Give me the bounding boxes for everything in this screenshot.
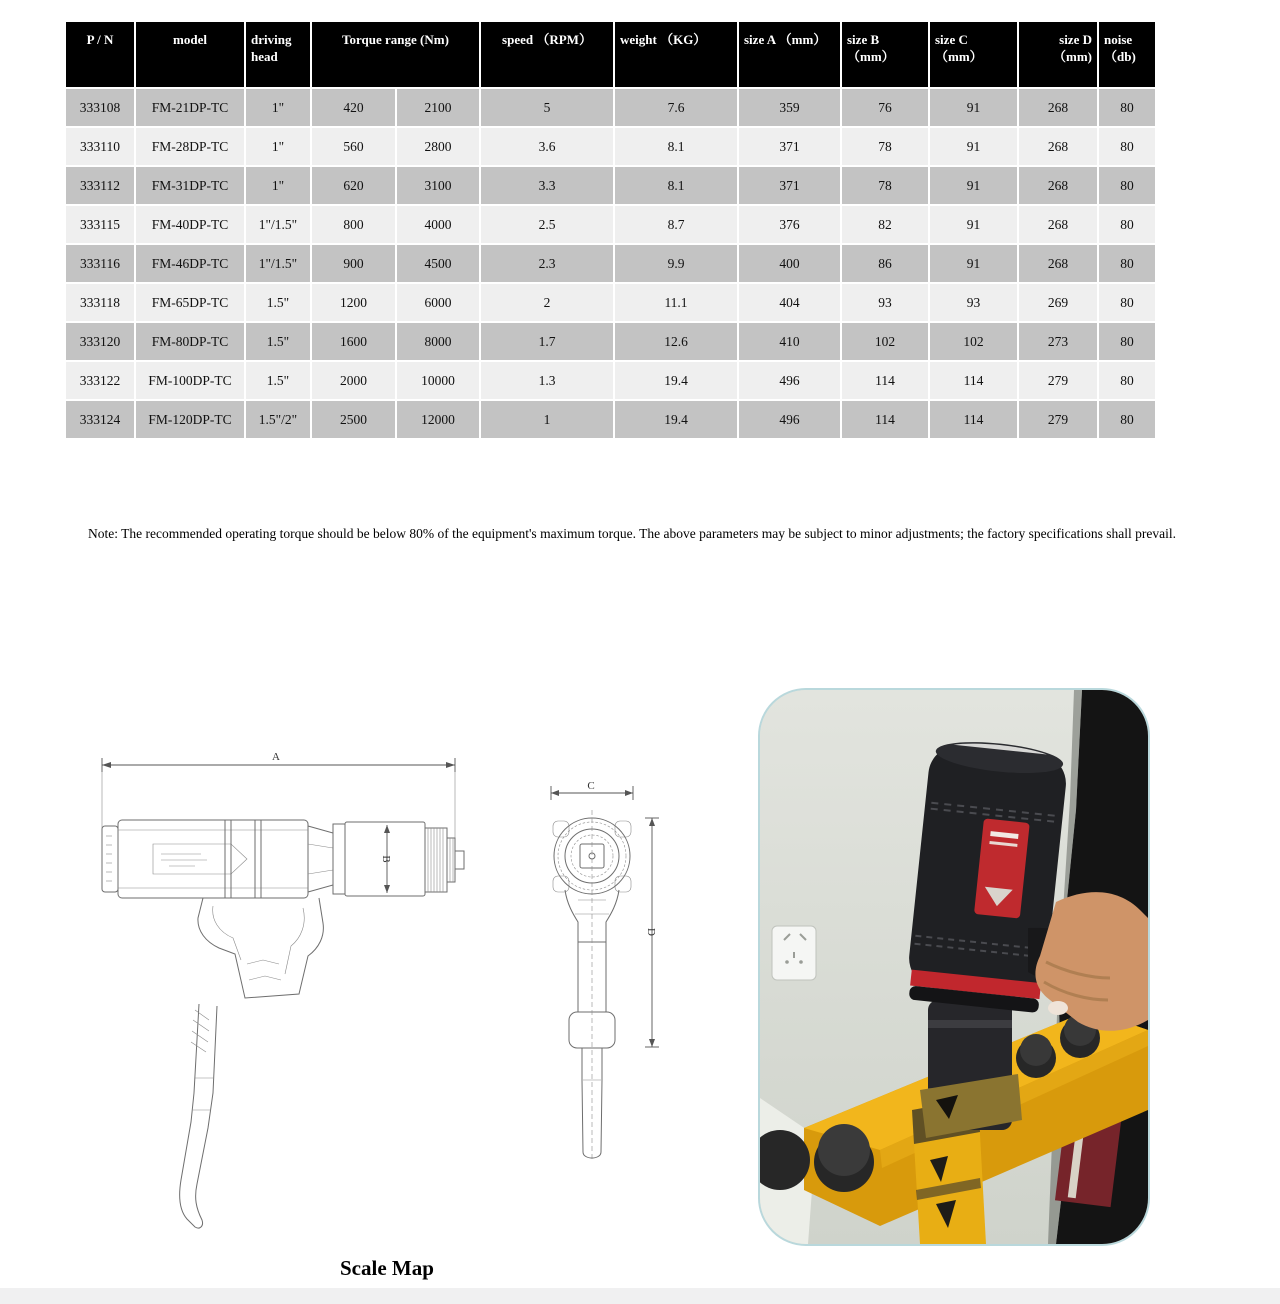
col-header-torque-range: Torque range (Nm) (312, 22, 479, 87)
cell-size_c: 91 (930, 89, 1017, 126)
cell-size_a: 496 (739, 362, 840, 399)
cell-torque_min: 1600 (312, 323, 395, 360)
cell-pn: 333115 (66, 206, 134, 243)
side-view-drawing (95, 748, 465, 1235)
cell-model: FM-31DP-TC (136, 167, 244, 204)
cell-size_c: 91 (930, 245, 1017, 282)
cell-weight_kg: 8.7 (615, 206, 737, 243)
dim-a-label: A (272, 751, 280, 763)
cell-speed_rpm: 2.3 (481, 245, 613, 282)
spec-row-333115 (66, 206, 1155, 243)
cell-size_c: 102 (930, 323, 1017, 360)
cell-size_c: 114 (930, 401, 1017, 438)
cell-weight_kg: 7.6 (615, 89, 737, 126)
cell-pn: 333108 (66, 89, 134, 126)
cell-noise_db: 80 (1099, 89, 1155, 126)
cell-torque_min: 800 (312, 206, 395, 243)
cell-size_a: 400 (739, 245, 840, 282)
cell-torque_max: 2800 (397, 128, 479, 165)
cell-size_b: 78 (842, 167, 928, 204)
cell-noise_db: 80 (1099, 245, 1155, 282)
wrench-side-outline (102, 820, 464, 1228)
cell-torque_max: 6000 (397, 284, 479, 321)
cell-pn: 333110 (66, 128, 134, 165)
front-view-drawing (525, 780, 675, 1182)
cell-weight_kg: 8.1 (615, 128, 737, 165)
cell-speed_rpm: 1.7 (481, 323, 613, 360)
cell-size_d: 268 (1019, 128, 1097, 165)
cell-pn: 333124 (66, 401, 134, 438)
cell-driving_head: 1"/1.5" (246, 206, 310, 243)
col-header-size-b: size B （mm） (842, 22, 928, 87)
cell-size_d: 268 (1019, 206, 1097, 243)
spec-table-body (66, 89, 1155, 438)
dimension-c (551, 780, 633, 800)
cell-driving_head: 1" (246, 128, 310, 165)
dim-c-label: C (587, 780, 595, 792)
cell-driving_head: 1.5" (246, 323, 310, 360)
cell-speed_rpm: 3.3 (481, 167, 613, 204)
spec-row-333108 (66, 89, 1155, 126)
cell-driving_head: 1"/1.5" (246, 245, 310, 282)
col-header-size-d: size D （mm) (1019, 22, 1097, 87)
col-header-model: model (136, 22, 244, 87)
cell-noise_db: 80 (1099, 401, 1155, 438)
cell-pn: 333116 (66, 245, 134, 282)
cell-torque_min: 560 (312, 128, 395, 165)
cell-speed_rpm: 1 (481, 401, 613, 438)
cell-size_d: 269 (1019, 284, 1097, 321)
cell-torque_max: 12000 (397, 401, 479, 438)
cell-torque_max: 4000 (397, 206, 479, 243)
dimension-a (102, 751, 455, 848)
cell-size_c: 93 (930, 284, 1017, 321)
cell-size_a: 359 (739, 89, 840, 126)
spec-table-header-row (66, 22, 1155, 87)
cell-torque_min: 2500 (312, 401, 395, 438)
cell-noise_db: 80 (1099, 323, 1155, 360)
cell-torque_max: 8000 (397, 323, 479, 360)
cell-model: FM-40DP-TC (136, 206, 244, 243)
cell-weight_kg: 19.4 (615, 362, 737, 399)
cell-pn: 333122 (66, 362, 134, 399)
cell-size_a: 410 (739, 323, 840, 360)
cell-weight_kg: 8.1 (615, 167, 737, 204)
cell-model: FM-120DP-TC (136, 401, 244, 438)
col-header-size-c: size C （mm） (930, 22, 1017, 87)
spec-row-333124 (66, 401, 1155, 438)
cell-driving_head: 1" (246, 89, 310, 126)
cell-size_d: 279 (1019, 362, 1097, 399)
product-photo (758, 688, 1150, 1246)
spec-row-333122 (66, 362, 1155, 399)
cell-size_b: 78 (842, 128, 928, 165)
cell-speed_rpm: 2 (481, 284, 613, 321)
col-header-speed: speed （RPM） (481, 22, 613, 87)
cell-model: FM-28DP-TC (136, 128, 244, 165)
cell-size_b: 93 (842, 284, 928, 321)
cell-size_d: 268 (1019, 245, 1097, 282)
cell-weight_kg: 12.6 (615, 323, 737, 360)
cell-size_b: 82 (842, 206, 928, 243)
cell-noise_db: 80 (1099, 128, 1155, 165)
spec-table (64, 20, 1157, 440)
cell-size_b: 114 (842, 401, 928, 438)
cell-size_b: 76 (842, 89, 928, 126)
cell-pn: 333120 (66, 323, 134, 360)
cell-noise_db: 80 (1099, 167, 1155, 204)
dim-b-label: B (380, 855, 392, 863)
cell-driving_head: 1.5" (246, 362, 310, 399)
cell-size_a: 371 (739, 167, 840, 204)
cell-model: FM-65DP-TC (136, 284, 244, 321)
cell-size_c: 91 (930, 128, 1017, 165)
dimension-b (380, 825, 392, 893)
cell-torque_min: 2000 (312, 362, 395, 399)
col-header-weight: weight （KG） (615, 22, 737, 87)
spec-row-333118 (66, 284, 1155, 321)
col-header-noise: noise （db) (1099, 22, 1155, 87)
col-header-driving-head: driving head (246, 22, 310, 87)
cell-torque_min: 900 (312, 245, 395, 282)
cell-size_b: 114 (842, 362, 928, 399)
cell-torque_max: 3100 (397, 167, 479, 204)
cell-size_a: 371 (739, 128, 840, 165)
cell-size_b: 86 (842, 245, 928, 282)
cell-model: FM-80DP-TC (136, 323, 244, 360)
cell-model: FM-100DP-TC (136, 362, 244, 399)
cell-speed_rpm: 5 (481, 89, 613, 126)
cell-torque_max: 2100 (397, 89, 479, 126)
cell-speed_rpm: 2.5 (481, 206, 613, 243)
spec-row-333112 (66, 167, 1155, 204)
cell-size_a: 404 (739, 284, 840, 321)
cell-size_c: 91 (930, 206, 1017, 243)
cell-noise_db: 80 (1099, 362, 1155, 399)
spec-row-333110 (66, 128, 1155, 165)
cell-pn: 333118 (66, 284, 134, 321)
cell-torque_max: 10000 (397, 362, 479, 399)
col-header-pn: P / N (66, 22, 134, 87)
spec-row-333116 (66, 245, 1155, 282)
cell-size_c: 114 (930, 362, 1017, 399)
cell-weight_kg: 11.1 (615, 284, 737, 321)
cell-speed_rpm: 3.6 (481, 128, 613, 165)
cell-size_b: 102 (842, 323, 928, 360)
dimension-d (645, 818, 659, 1047)
note-text: Note: The recommended operating torque should be below 80% of the equipment's maximum torque. The above parameters may be subject to minor adjustments; the factory specifications shall prevail. (88, 526, 1177, 541)
cell-model: FM-46DP-TC (136, 245, 244, 282)
cell-pn: 333112 (66, 167, 134, 204)
cell-weight_kg: 9.9 (615, 245, 737, 282)
cell-size_d: 279 (1019, 401, 1097, 438)
cell-noise_db: 80 (1099, 206, 1155, 243)
cell-size_a: 376 (739, 206, 840, 243)
dim-d-label: D (645, 928, 657, 936)
cell-weight_kg: 19.4 (615, 401, 737, 438)
cell-driving_head: 1.5" (246, 284, 310, 321)
cell-noise_db: 80 (1099, 284, 1155, 321)
cell-torque_min: 420 (312, 89, 395, 126)
cell-driving_head: 1" (246, 167, 310, 204)
cell-size_d: 273 (1019, 323, 1097, 360)
bottom-strip (0, 1288, 1280, 1304)
wrench-front-outline (553, 810, 631, 1160)
cell-torque_min: 1200 (312, 284, 395, 321)
photo-socket-extension (920, 1000, 1022, 1138)
cell-model: FM-21DP-TC (136, 89, 244, 126)
spec-row-333120 (66, 323, 1155, 360)
cell-speed_rpm: 1.3 (481, 362, 613, 399)
cell-torque_max: 4500 (397, 245, 479, 282)
scale-map-title: Scale Map (340, 1256, 434, 1280)
cell-size_a: 496 (739, 401, 840, 438)
col-header-size-a: size A （mm） (739, 22, 840, 87)
photo-wall-socket (772, 926, 816, 980)
cell-size_d: 268 (1019, 167, 1097, 204)
cell-size_d: 268 (1019, 89, 1097, 126)
cell-size_c: 91 (930, 167, 1017, 204)
cell-torque_min: 620 (312, 167, 395, 204)
cell-driving_head: 1.5"/2" (246, 401, 310, 438)
